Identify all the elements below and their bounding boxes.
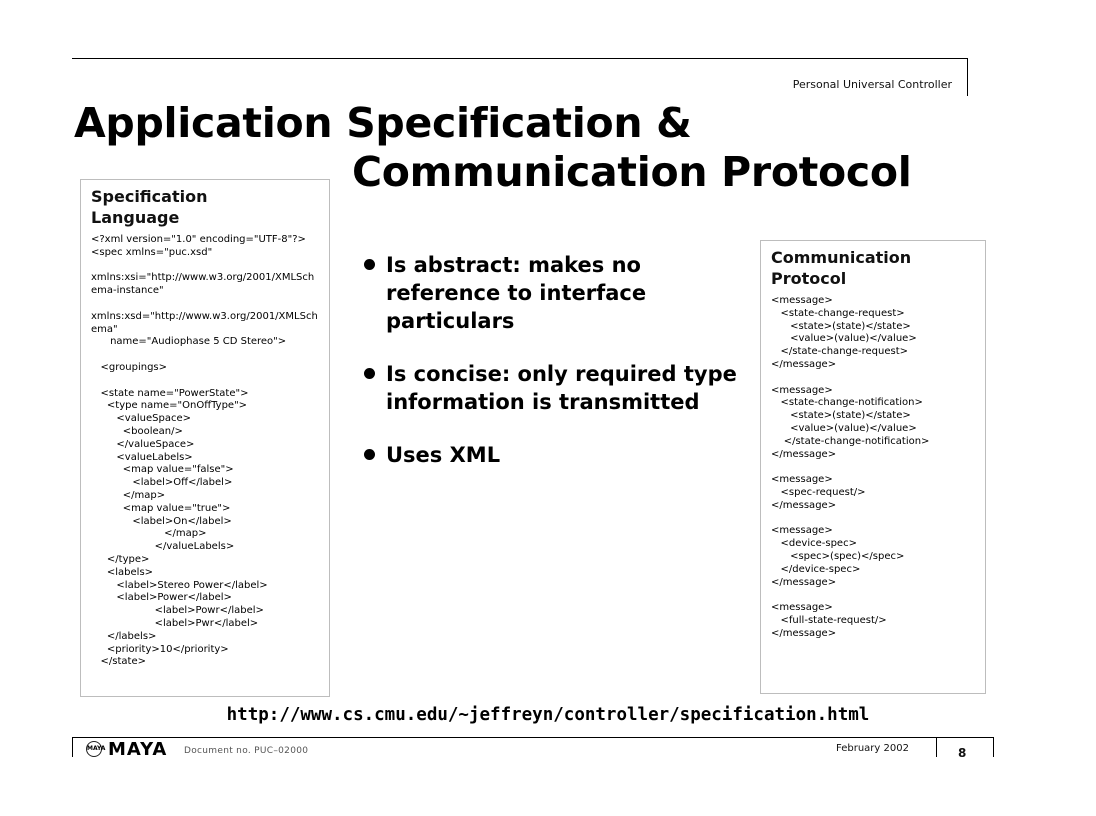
code-line: <?xml version="1.0" encoding="UTF-8"?> xyxy=(91,234,306,245)
code-line: <valueSpace> xyxy=(91,413,191,425)
communication-protocol-heading: Communication Protocol xyxy=(771,248,912,288)
specification-language-box xyxy=(80,179,330,697)
maya-logo-icon: MAYA xyxy=(86,741,102,757)
code-line: </state-change-request> xyxy=(771,346,909,358)
code-line: <state>(state)</state> xyxy=(771,410,911,422)
code-line: <message> xyxy=(771,474,833,486)
footer-right-rule xyxy=(993,737,994,757)
code-line: <spec xmlns="puc.xsd" xyxy=(91,246,213,258)
code-line: </state> xyxy=(91,656,146,668)
header-vertical-rule xyxy=(967,58,968,96)
page-number: 8 xyxy=(958,746,967,760)
code-line: </message> xyxy=(771,499,837,511)
communication-protocol-box xyxy=(760,240,986,694)
code-line: <state name="PowerState"> xyxy=(91,387,249,399)
maya-logo-wordmark: MAYA xyxy=(108,739,168,760)
code-line: <map value="true"> xyxy=(91,502,231,514)
page-title-line-2: Communication Protocol xyxy=(352,148,912,196)
code-line: </valueLabels> xyxy=(91,541,235,553)
footer-date: February 2002 xyxy=(836,743,909,754)
code-line: <boolean/> xyxy=(91,425,183,437)
code-line: <state-change-request> xyxy=(771,307,905,319)
bullet-dot-icon xyxy=(364,259,375,270)
code-line: <value>(value)</value> xyxy=(771,333,917,345)
code-line: <state>(state)</state> xyxy=(771,320,911,332)
code-line: </map> xyxy=(91,528,207,540)
specification-url: http://www.cs.cmu.edu/~jeffreyn/controller/specification.html xyxy=(226,705,870,725)
code-line: <message> xyxy=(771,295,833,306)
header-rule xyxy=(72,58,968,59)
code-line: </message> xyxy=(771,358,837,370)
code-line: <valueLabels> xyxy=(91,451,193,463)
bullet-item xyxy=(364,441,740,469)
code-line: <label>Pwr</label> xyxy=(91,617,259,629)
code-line: <label>Stereo Power</label> xyxy=(91,579,268,591)
bullet-item xyxy=(364,360,740,416)
code-line: <spec-request/> xyxy=(771,486,866,498)
code-line: <message> xyxy=(771,525,833,537)
code-line: <priority>10</priority> xyxy=(91,643,229,655)
bullet-list xyxy=(364,251,740,494)
code-line: <type name="OnOffType"> xyxy=(91,400,248,412)
bullet-item xyxy=(364,251,740,335)
specification-language-heading: Specification Language xyxy=(91,187,208,227)
bullet-text: Is abstract: makes no reference to interface particulars xyxy=(386,253,647,333)
page-title-line-1: Application Specification & xyxy=(74,99,692,147)
code-line: </labels> xyxy=(91,630,157,642)
code-line: <label>Powr</label> xyxy=(91,605,264,617)
code-line: </device-spec> xyxy=(771,563,861,575)
code-line: <device-spec> xyxy=(771,538,857,550)
code-line: xmlns:xsi="http://www.w3.org/2001/XMLSchema-instance" xyxy=(91,272,315,297)
code-line: <spec>(spec)</spec> xyxy=(771,550,905,562)
code-line: <groupings> xyxy=(91,361,168,373)
code-line: <value>(value)</value> xyxy=(771,422,917,434)
code-line: <map value="false"> xyxy=(91,464,234,476)
bullet-dot-icon xyxy=(364,368,375,379)
code-line: <label>On</label> xyxy=(91,515,232,527)
header-brand: Personal Universal Controller xyxy=(792,78,952,91)
code-line: name="Audiophase 5 CD Stereo"> xyxy=(91,336,287,348)
bullet-text: Uses XML xyxy=(386,443,501,467)
footer-rule xyxy=(72,737,994,738)
code-line: </message> xyxy=(771,448,837,460)
footer-divider-rule xyxy=(936,737,937,757)
code-line: <state-change-notification> xyxy=(771,397,923,409)
code-line: </map> xyxy=(91,489,166,501)
code-line: <label>Off</label> xyxy=(91,477,233,489)
code-line: <message> xyxy=(771,384,833,396)
code-line: </message> xyxy=(771,576,837,588)
document-number: Document no. PUC–02000 xyxy=(184,746,309,756)
code-line: </state-change-notification> xyxy=(771,435,930,447)
code-line: <message> xyxy=(771,602,833,614)
code-line: <labels> xyxy=(91,566,154,578)
footer-left-rule xyxy=(72,737,73,757)
bullet-dot-icon xyxy=(364,449,375,460)
code-line: </type> xyxy=(91,553,150,565)
bullet-text: Is concise: only required type information is transmitted xyxy=(386,362,737,414)
code-line: <label>Power</label> xyxy=(91,592,232,604)
code-line: </message> xyxy=(771,627,837,639)
code-line: </valueSpace> xyxy=(91,438,195,450)
code-line: <full-state-request/> xyxy=(771,614,887,626)
code-line: xmlns:xsd="http://www.w3.org/2001/XMLSchema" xyxy=(91,310,318,335)
